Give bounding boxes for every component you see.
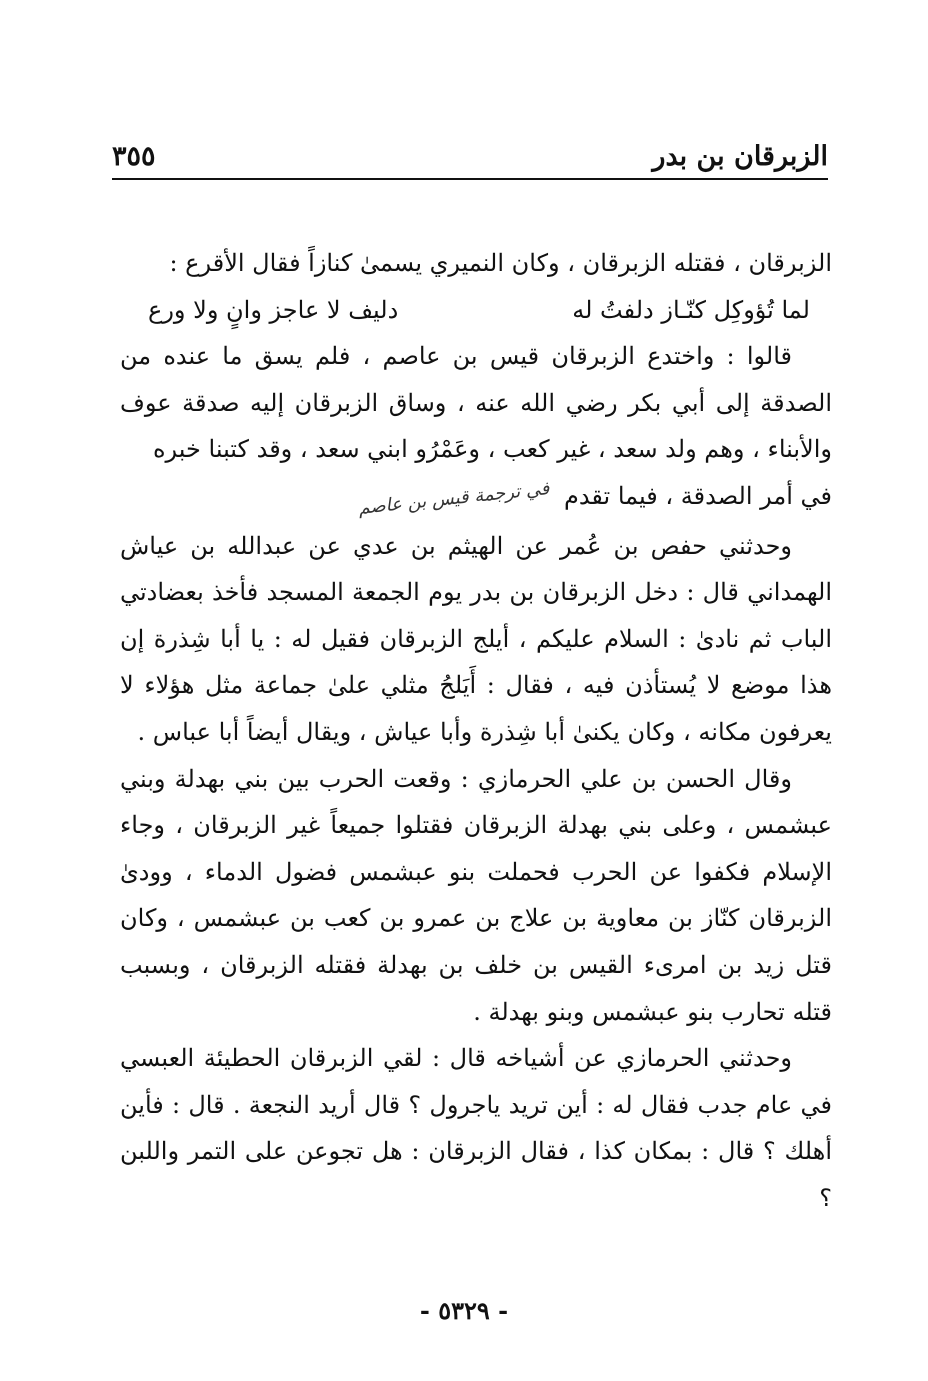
sequence-number: - ٥٣٢٩ -	[419, 1296, 509, 1325]
paragraph: وقال الحسن بن علي الحرمازي : وقعت الحرب بين بني بهدلة وبني عبشمس ، وعلى بني بهدلة الزبرقان فقتلوا جميعاً غير الزبرقان ، وجاء الإسلام فكفوا عن الحرب فحملت بنو عبشمس فضول الدماء ، وودىٰ الزبرقان كنّاز بن معاوية بن علاج بن عمرو بن كعب بن عبشمس ، وكان قتل زيد بن امرىء القيس بن خلف بن بهدلة فقتله الزبرقان ، وبسبب قتله تحارب بنو عبشمس وبنو بهدلة .	[120, 764, 832, 1026]
handwritten-note: في ترجمة قيس بن عاصم	[357, 478, 551, 519]
page-footer	[0, 1296, 928, 1325]
page-number: ٣٥٥	[112, 141, 156, 172]
text-line: الزبرقان ، فقتله الزبرقان ، وكان النميري يسمىٰ كنازاً فقال الأقرع :	[169, 249, 832, 277]
verse-second-hemistich: دليف لا عاجز وانٍ ولا ورع	[148, 295, 399, 324]
verse-first-hemistich: لما تُؤوكِل كنّـاز دلفتُ له	[572, 295, 810, 324]
poetry-verse	[120, 287, 832, 334]
paragraph-end-line	[120, 473, 832, 523]
paragraph: وحدثني حفص بن عُمر عن الهيثم بن عدي عن عبدالله بن عياش الهمداني قال : دخل الزبرقان بن بدر يوم الجمعة المسجد فأخذ بعضادتي الباب ثم نادىٰ : السلام عليكم ، أيلج الزبرقان فقيل له : يا أبا شِذرة إن هذا موضع لا يُستأذن فيه ، فقال : أَيَلجُ مثلي علىٰ جماعة مثل هؤلاء لا يعرفون مكانه ، وكان يكنىٰ أبا شِذرة وأبا عياش ، ويقال أيضاً أبا عباس .	[120, 531, 832, 746]
page-body	[120, 240, 832, 1221]
paragraph: وحدثني الحرمازي عن أشياخه قال : لقي الزبرقان الحطيئة العبسي في عام جدب فقال له : أين تريد ياجرول ؟ قال أريد النجعة . قال : فأين أهلك ؟ قال : بمكان كذا ، فقال الزبرقان : هل تجوعن على التمر واللبن ؟	[120, 1044, 832, 1212]
paragraph-end-text: في أمر الصدقة ، فيما تقدم	[563, 481, 832, 510]
paragraph: قالوا : واختدع الزبرقان قيس بن عاصم ، فلم يسق ما عنده من الصدقة إلى أبي بكر رضي الله عنه ، وساق الزبرقان إليه صدقة عوف والأبناء ، وهم ولد سعد ، غير كعب ، وعَمْرُو ابني سعد ، وقد كتبنا خبره	[120, 342, 832, 464]
page-header	[112, 120, 828, 180]
running-title: الزبرقان بن بدر	[652, 141, 828, 172]
